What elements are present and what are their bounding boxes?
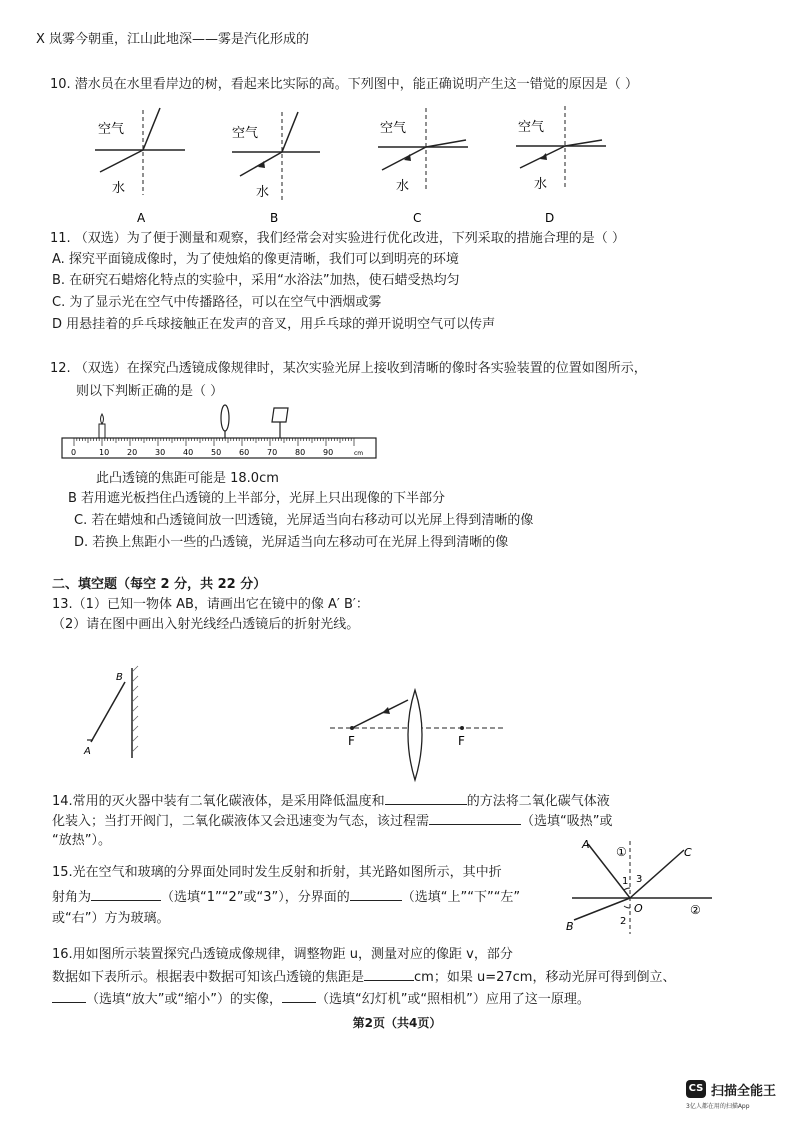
ruler-label: 80 bbox=[295, 448, 306, 457]
q14-blank-1[interactable] bbox=[385, 792, 467, 805]
angle-1: 1 bbox=[622, 876, 629, 887]
q10-figure-b bbox=[232, 112, 320, 225]
q9-option-d: X 岚雾今朝重，江山此地深——雾是汽化形成的 bbox=[36, 32, 310, 47]
q10-d-air: 空气 bbox=[518, 120, 545, 135]
q15-line2 bbox=[52, 888, 520, 907]
q10-b-air: 空气 bbox=[232, 126, 259, 141]
ruler-label: 50 bbox=[211, 448, 222, 457]
scanner-logo-badge: CS bbox=[686, 1080, 706, 1098]
q11-stem: 11. （双选）为了便于测量和观察，我们经常会对实验进行优化改进，下列采取的措施合理的是（ ） bbox=[50, 231, 625, 246]
q12-option-a: 此凸透镜的焦距可能是 18.0cm bbox=[96, 471, 279, 486]
q10-stem: 10. 潜水员在水里看岸边的树，看起来比实际的高。下列图中，能正确说明产生这一错觉的原因是（ ） bbox=[50, 77, 638, 92]
region-2: ② bbox=[690, 903, 701, 917]
q12-option-b: B 若用遮光板挡住凸透镜的上半部分，光屏上只出现像的下半部分 bbox=[68, 491, 446, 506]
q10-figure-a bbox=[95, 108, 185, 225]
ruler-label: 30 bbox=[155, 448, 166, 457]
q12-option-d: D. 若换上焦距小一些的凸透镜，光屏适当向左移动可在光屏上得到清晰的像 bbox=[74, 535, 509, 550]
q15-blank-1[interactable] bbox=[91, 888, 161, 901]
q16-blank-1[interactable] bbox=[364, 968, 414, 981]
q10-b-water: 水 bbox=[256, 185, 270, 200]
q13-mirror-figure bbox=[76, 660, 146, 760]
q10-a-water: 水 bbox=[112, 181, 126, 196]
scanner-logo-subtitle: 3亿人都在用的扫描App bbox=[686, 1103, 750, 1110]
q14-line1 bbox=[52, 792, 610, 811]
q10-label-b: B bbox=[270, 211, 279, 225]
q14-text-2b: （选填“吸热”或 bbox=[521, 814, 613, 829]
q11-option-c: C. 为了显示光在空气中传播路径，可以在空气中洒烟或雾 bbox=[52, 295, 382, 310]
point-o: O bbox=[634, 902, 643, 915]
ruler-label: 0 bbox=[71, 448, 77, 457]
q12-optical-bench bbox=[56, 400, 386, 464]
q15-line3: 或“右”）方为玻璃。 bbox=[52, 911, 170, 926]
q10-label-c: C bbox=[413, 211, 422, 225]
q16-blank-3[interactable] bbox=[282, 990, 316, 1003]
q10-figures bbox=[0, 100, 794, 230]
region-1: ① bbox=[616, 845, 627, 859]
q16-blank-2[interactable] bbox=[52, 990, 86, 1003]
q10-c-air: 空气 bbox=[380, 121, 407, 136]
convex-lens bbox=[221, 405, 229, 438]
q10-d-water: 水 bbox=[534, 177, 548, 192]
ray-label-b: B bbox=[566, 920, 574, 933]
ray-label-a: A bbox=[582, 838, 590, 851]
q14-text-2a: 化装入；当打开阀门，二氧化碳液体又会迅速变为气态，该过程需 bbox=[52, 814, 430, 829]
q10-c-water: 水 bbox=[396, 179, 410, 194]
q14-line2 bbox=[52, 812, 613, 831]
ruler-label: 10 bbox=[99, 448, 110, 457]
label-a: A bbox=[84, 746, 91, 757]
q13-line2: （2）请在图中画出入射光线经凸透镜后的折射光线。 bbox=[52, 617, 360, 632]
q14-line3: “放热”）。 bbox=[52, 833, 111, 848]
q15-text-2b: （选填“1”“2”或“3”），分界面的 bbox=[161, 890, 350, 905]
q11-option-b: B. 在研究石蜡熔化特点的实验中，采用“水浴法”加热，使石蜡受热均匀 bbox=[52, 273, 460, 288]
ray-label-c: C bbox=[684, 846, 692, 859]
q11-option-a: A. 探究平面镜成像时，为了使烛焰的像更清晰，我们可以到明亮的环境 bbox=[52, 252, 459, 267]
q13-lens-figure bbox=[330, 688, 510, 788]
q10-figure-c bbox=[378, 108, 468, 225]
section-2-heading: 二、填空题（每空 2 分，共 22 分） bbox=[52, 577, 267, 592]
q12-stem-line1: 12. （双选）在探究凸透镜成像规律时，某次实验光屏上接收到清晰的像时各实验装置的位置如图所示， bbox=[50, 361, 647, 376]
q14-blank-2[interactable] bbox=[429, 812, 521, 825]
q14-text-1b: 的方法将二氧化碳气体液 bbox=[466, 794, 610, 809]
ruler-label: 90 bbox=[323, 448, 334, 457]
candle bbox=[99, 414, 105, 438]
q10-a-air: 空气 bbox=[98, 122, 125, 137]
q16-text-3a: （选填“放大”或“缩小”）的实像， bbox=[86, 992, 282, 1007]
q16-text-2a: 数据如下表所示。根据表中数据可知该凸透镜的焦距是 bbox=[52, 970, 365, 985]
angle-2: 2 bbox=[620, 916, 627, 927]
ruler-unit: cm bbox=[354, 450, 364, 457]
q15-text-2c: （选填“上”“下”“左” bbox=[401, 890, 521, 905]
focus-f-right: F bbox=[458, 734, 465, 748]
ruler-label: 70 bbox=[267, 448, 278, 457]
q16-text-3b: （选填“幻灯机”或“照相机”）应用了这一原理。 bbox=[315, 992, 590, 1007]
q10-label-d: D bbox=[545, 211, 555, 225]
angle-3: 3 bbox=[636, 874, 643, 885]
q10-figure-d bbox=[516, 106, 606, 225]
q15-blank-2[interactable] bbox=[350, 888, 402, 901]
q13-line1: 13.（1）已知一物体 AB，请画出它在镜中的像 A′ B′： bbox=[52, 597, 369, 612]
q16-text-2b: cm；如果 u=27cm，移动光屏可得到倒立、 bbox=[414, 970, 676, 985]
q14-text-1a: 14.常用的灭火器中装有二氧化碳液体，是采用降低温度和 bbox=[52, 794, 385, 809]
ruler-label: 20 bbox=[127, 448, 138, 457]
scanner-logo-name: 扫描全能王 bbox=[711, 1084, 777, 1099]
ruler-label: 60 bbox=[239, 448, 250, 457]
focus-f-left: F bbox=[348, 734, 355, 748]
q16-line2 bbox=[52, 968, 675, 987]
ruler-label: 40 bbox=[183, 448, 194, 457]
q15-refraction-figure bbox=[560, 836, 720, 936]
page-footer: 第2页（共4页） bbox=[352, 1016, 442, 1030]
q15-text-2a: 射角为 bbox=[52, 890, 92, 905]
q16-line1: 16.用如图所示装置探究凸透镜成像规律，调整物距 u，测量对应的像距 v，部分 bbox=[52, 947, 513, 962]
q12-stem-line2: 则以下判断正确的是（ ） bbox=[76, 384, 224, 399]
q11-option-d: D 用悬挂着的乒乓球接触正在发声的音叉，用乒乓球的弹开说明空气可以传声 bbox=[52, 317, 496, 332]
q16-line3 bbox=[52, 990, 590, 1009]
q10-label-a: A bbox=[137, 211, 146, 225]
q12-option-c: C. 若在蜡烛和凸透镜间放一凹透镜，光屏适当向右移动可以光屏上得到清晰的像 bbox=[74, 513, 534, 528]
label-b: B bbox=[116, 672, 123, 683]
q15-line1: 15.光在空气和玻璃的分界面处同时发生反射和折射，其光路如图所示，其中折 bbox=[52, 865, 502, 880]
light-screen bbox=[272, 408, 288, 438]
